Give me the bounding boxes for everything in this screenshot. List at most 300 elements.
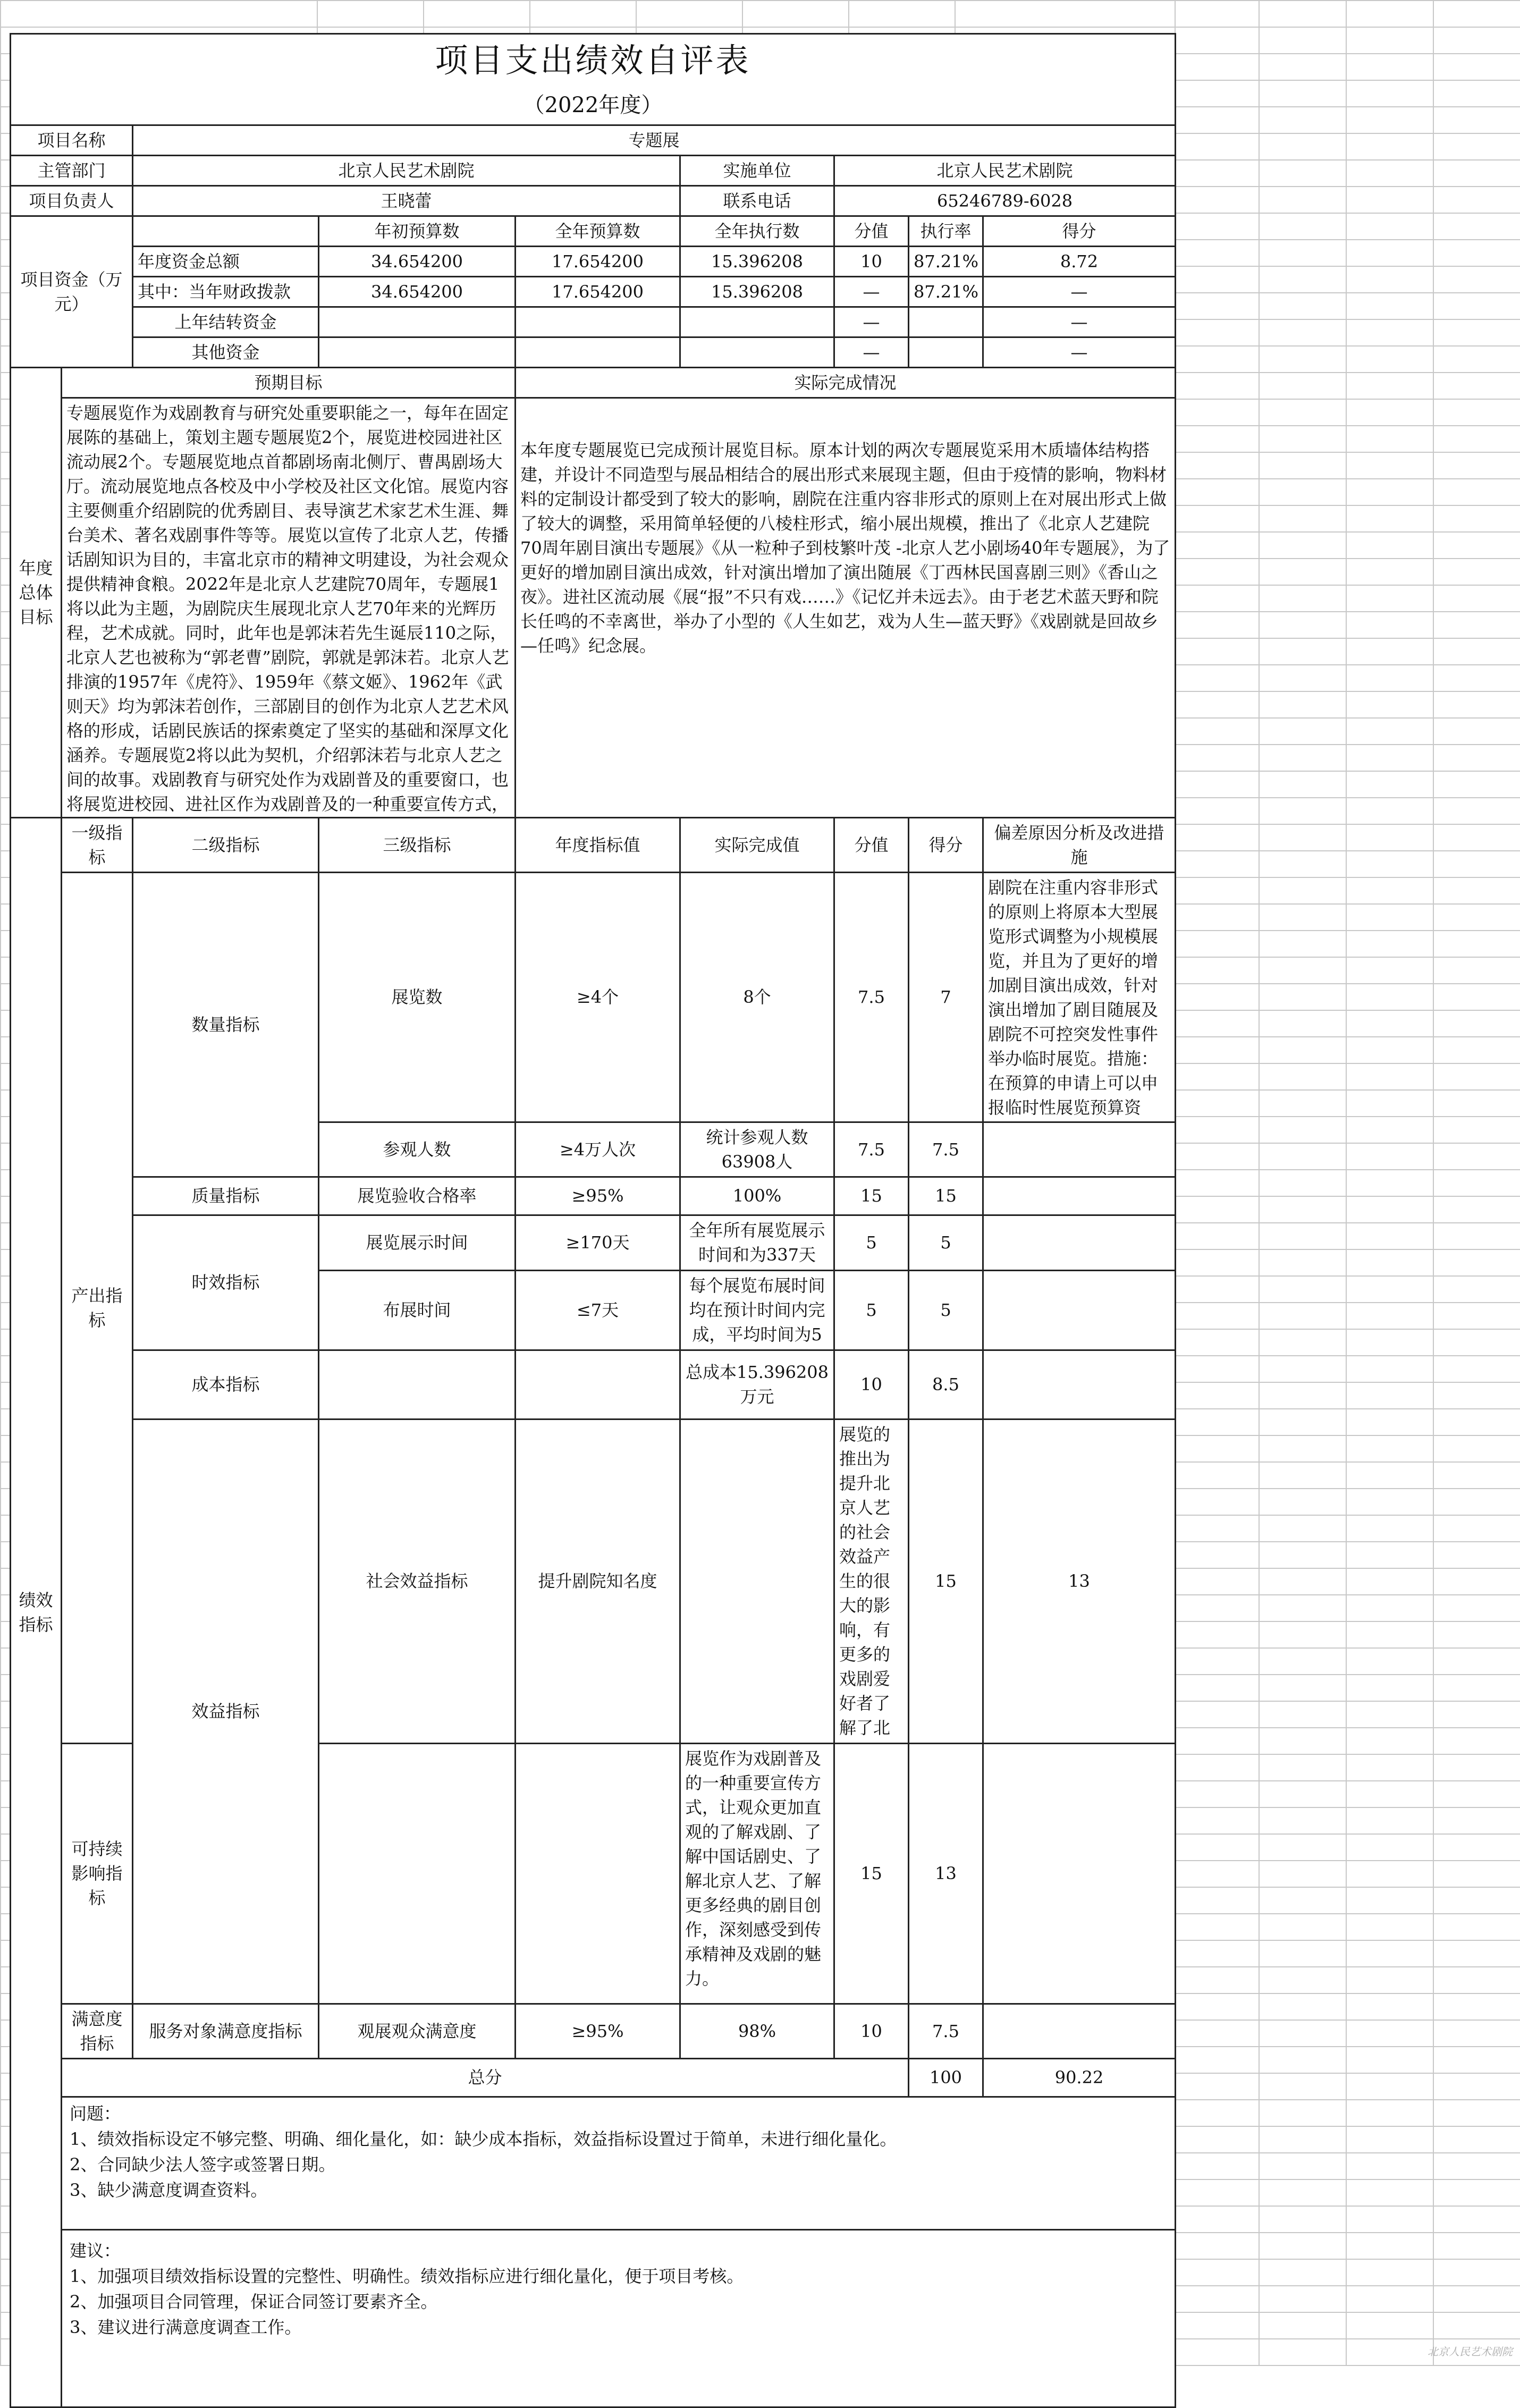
grid-cell[interactable] bbox=[1259, 160, 1346, 187]
grid-cell[interactable] bbox=[1346, 1435, 1433, 1462]
grid-cell[interactable] bbox=[1175, 1887, 1259, 1914]
grid-cell[interactable] bbox=[1346, 2126, 1433, 2153]
grid-cell[interactable] bbox=[1259, 240, 1346, 266]
grid-cell[interactable] bbox=[1433, 1170, 1520, 1196]
grid-cell[interactable] bbox=[1433, 2259, 1520, 2286]
grid-cell[interactable] bbox=[1259, 107, 1346, 133]
grid-cell[interactable] bbox=[1259, 1515, 1346, 1542]
grid-cell[interactable] bbox=[1259, 54, 1346, 80]
grid-cell[interactable] bbox=[1346, 1117, 1433, 1143]
grid-cell[interactable] bbox=[1175, 1196, 1259, 1223]
grid-cell[interactable] bbox=[1346, 1409, 1433, 1435]
grid-cell[interactable] bbox=[1175, 877, 1259, 904]
grid-cell[interactable] bbox=[1433, 1648, 1520, 1675]
grid-cell[interactable] bbox=[1433, 346, 1520, 373]
grid-cell[interactable] bbox=[1346, 1303, 1433, 1329]
grid-cell[interactable] bbox=[1346, 904, 1433, 931]
grid-cell[interactable] bbox=[1175, 213, 1259, 240]
grid-cell[interactable] bbox=[1259, 798, 1346, 824]
grid-cell[interactable] bbox=[1259, 1754, 1346, 1781]
grid-cell[interactable] bbox=[1175, 1940, 1259, 1967]
grid-cell[interactable] bbox=[1175, 2047, 1259, 2073]
grid-cell[interactable] bbox=[1346, 2047, 1433, 2073]
grid-cell[interactable] bbox=[1175, 373, 1259, 399]
grid-cell[interactable] bbox=[1346, 2259, 1433, 2286]
grid-cell[interactable] bbox=[1259, 612, 1346, 638]
grid-cell[interactable] bbox=[1346, 54, 1433, 80]
grid-cell[interactable] bbox=[1346, 213, 1433, 240]
grid-cell[interactable] bbox=[1175, 1, 1259, 27]
grid-cell[interactable] bbox=[1433, 133, 1520, 160]
grid-cell[interactable] bbox=[1259, 187, 1346, 213]
grid-cell[interactable] bbox=[1175, 1595, 1259, 1621]
grid-cell[interactable] bbox=[1259, 426, 1346, 452]
grid-cell[interactable] bbox=[1433, 691, 1520, 718]
grid-cell[interactable] bbox=[1433, 80, 1520, 107]
grid-cell[interactable] bbox=[1259, 585, 1346, 612]
grid-cell[interactable] bbox=[1175, 585, 1259, 612]
grid-cell[interactable] bbox=[1259, 532, 1346, 559]
grid-cell[interactable] bbox=[1346, 1276, 1433, 1303]
grid-cell[interactable] bbox=[742, 1, 849, 27]
grid-cell[interactable] bbox=[1433, 559, 1520, 585]
grid-cell[interactable] bbox=[1433, 1542, 1520, 1568]
grid-cell[interactable] bbox=[1433, 638, 1520, 665]
grid-cell[interactable] bbox=[1259, 80, 1346, 107]
grid-cell[interactable] bbox=[424, 1, 530, 27]
grid-cell[interactable] bbox=[1346, 1, 1433, 27]
grid-cell[interactable] bbox=[1259, 373, 1346, 399]
grid-cell[interactable] bbox=[1175, 2339, 1259, 2365]
grid-cell[interactable] bbox=[1175, 931, 1259, 957]
grid-cell[interactable] bbox=[1346, 266, 1433, 293]
grid-cell[interactable] bbox=[1433, 1728, 1520, 1754]
grid-cell[interactable] bbox=[1433, 1489, 1520, 1515]
grid-cell[interactable] bbox=[1175, 2206, 1259, 2233]
grid-cell[interactable] bbox=[1346, 851, 1433, 877]
grid-cell[interactable] bbox=[1433, 1143, 1520, 1170]
grid-cell[interactable] bbox=[1433, 1834, 1520, 1861]
grid-cell[interactable] bbox=[1259, 1462, 1346, 1489]
grid-cell[interactable] bbox=[1433, 931, 1520, 957]
grid-cell[interactable] bbox=[1346, 1356, 1433, 1382]
grid-cell[interactable] bbox=[1259, 1303, 1346, 1329]
grid-cell[interactable] bbox=[1346, 187, 1433, 213]
grid-cell[interactable] bbox=[1175, 1435, 1259, 1462]
grid-cell[interactable] bbox=[1175, 266, 1259, 293]
grid-cell[interactable] bbox=[1433, 240, 1520, 266]
grid-cell[interactable] bbox=[1259, 2179, 1346, 2206]
grid-cell[interactable] bbox=[1433, 798, 1520, 824]
grid-cell[interactable] bbox=[1433, 27, 1520, 54]
grid-cell[interactable] bbox=[1346, 2286, 1433, 2312]
grid-cell[interactable] bbox=[1259, 1781, 1346, 1807]
grid-cell[interactable] bbox=[1175, 1462, 1259, 1489]
grid-cell[interactable] bbox=[1433, 505, 1520, 532]
grid-cell[interactable] bbox=[1346, 1329, 1433, 1356]
grid-cell[interactable] bbox=[1259, 1170, 1346, 1196]
grid-cell[interactable] bbox=[1175, 718, 1259, 745]
grid-cell[interactable] bbox=[1346, 559, 1433, 585]
grid-cell[interactable] bbox=[1346, 771, 1433, 798]
grid-cell[interactable] bbox=[1433, 851, 1520, 877]
grid-cell[interactable] bbox=[1433, 2020, 1520, 2047]
grid-cell[interactable] bbox=[1433, 1568, 1520, 1595]
grid-cell[interactable] bbox=[1346, 612, 1433, 638]
grid-cell[interactable] bbox=[1259, 2153, 1346, 2179]
grid-cell[interactable] bbox=[1346, 1489, 1433, 1515]
grid-cell[interactable] bbox=[1175, 691, 1259, 718]
grid-cell[interactable] bbox=[1433, 266, 1520, 293]
grid-cell[interactable] bbox=[1433, 1435, 1520, 1462]
grid-cell[interactable] bbox=[1433, 612, 1520, 638]
grid-cell[interactable] bbox=[1346, 426, 1433, 452]
grid-cell[interactable] bbox=[1346, 1143, 1433, 1170]
grid-cell[interactable] bbox=[1346, 2153, 1433, 2179]
grid-cell[interactable] bbox=[1175, 904, 1259, 931]
grid-cell[interactable] bbox=[1433, 1595, 1520, 1621]
grid-cell[interactable] bbox=[1175, 1303, 1259, 1329]
grid-cell[interactable] bbox=[1175, 2286, 1259, 2312]
grid-cell[interactable] bbox=[1346, 2020, 1433, 2047]
grid-cell[interactable] bbox=[1433, 1967, 1520, 1993]
grid-cell[interactable] bbox=[1346, 1754, 1433, 1781]
grid-cell[interactable] bbox=[1259, 2233, 1346, 2259]
grid-cell[interactable] bbox=[1175, 532, 1259, 559]
grid-cell[interactable] bbox=[1346, 1223, 1433, 1249]
grid-cell[interactable] bbox=[1175, 665, 1259, 691]
grid-cell[interactable] bbox=[1346, 1462, 1433, 1489]
grid-cell[interactable] bbox=[1175, 107, 1259, 133]
grid-cell[interactable] bbox=[1175, 1356, 1259, 1382]
grid-cell[interactable] bbox=[1433, 1675, 1520, 1701]
grid-cell[interactable] bbox=[1433, 293, 1520, 319]
grid-cell[interactable] bbox=[1259, 2312, 1346, 2339]
grid-cell[interactable] bbox=[1175, 160, 1259, 187]
grid-cell[interactable] bbox=[1259, 638, 1346, 665]
grid-cell[interactable] bbox=[1433, 2153, 1520, 2179]
grid-cell[interactable] bbox=[1, 1, 317, 27]
grid-cell[interactable] bbox=[955, 1, 1175, 27]
grid-cell[interactable] bbox=[1346, 2179, 1433, 2206]
grid-cell[interactable] bbox=[1175, 1170, 1259, 1196]
grid-cell[interactable] bbox=[1259, 851, 1346, 877]
grid-cell[interactable] bbox=[1346, 1382, 1433, 1409]
grid-cell[interactable] bbox=[1175, 1037, 1259, 1063]
grid-cell[interactable] bbox=[1175, 984, 1259, 1010]
grid-cell[interactable] bbox=[1175, 1223, 1259, 1249]
grid-cell[interactable] bbox=[1175, 612, 1259, 638]
grid-cell[interactable] bbox=[1346, 1940, 1433, 1967]
grid-cell[interactable] bbox=[1175, 1117, 1259, 1143]
grid-cell[interactable] bbox=[1259, 931, 1346, 957]
grid-cell[interactable] bbox=[1433, 426, 1520, 452]
grid-cell[interactable] bbox=[1346, 585, 1433, 612]
grid-cell[interactable] bbox=[1259, 2206, 1346, 2233]
grid-cell[interactable] bbox=[1346, 1701, 1433, 1728]
grid-cell[interactable] bbox=[1175, 2126, 1259, 2153]
grid-cell[interactable] bbox=[1259, 1489, 1346, 1515]
grid-cell[interactable] bbox=[1346, 1542, 1433, 1568]
grid-cell[interactable] bbox=[1433, 2126, 1520, 2153]
grid-cell[interactable] bbox=[1175, 399, 1259, 426]
grid-cell[interactable] bbox=[1175, 2259, 1259, 2286]
grid-cell[interactable] bbox=[1433, 1914, 1520, 1940]
grid-cell[interactable] bbox=[1259, 213, 1346, 240]
grid-cell[interactable] bbox=[1259, 745, 1346, 771]
grid-cell[interactable] bbox=[1346, 665, 1433, 691]
grid-cell[interactable] bbox=[1433, 2206, 1520, 2233]
grid-cell[interactable] bbox=[1259, 1701, 1346, 1728]
grid-cell[interactable] bbox=[1259, 1675, 1346, 1701]
grid-cell[interactable] bbox=[1346, 1595, 1433, 1621]
grid-cell[interactable] bbox=[1259, 1010, 1346, 1037]
grid-cell[interactable] bbox=[1433, 399, 1520, 426]
grid-cell[interactable] bbox=[1175, 187, 1259, 213]
grid-cell[interactable] bbox=[1346, 2339, 1433, 2365]
grid-cell[interactable] bbox=[1175, 559, 1259, 585]
grid-cell[interactable] bbox=[1346, 1170, 1433, 1196]
grid-cell[interactable] bbox=[1175, 1701, 1259, 1728]
grid-cell[interactable] bbox=[1259, 1621, 1346, 1648]
grid-cell[interactable] bbox=[1175, 426, 1259, 452]
grid-cell[interactable] bbox=[1433, 1462, 1520, 1489]
grid-cell[interactable] bbox=[1259, 319, 1346, 346]
grid-cell[interactable] bbox=[1433, 745, 1520, 771]
grid-cell[interactable] bbox=[1346, 1861, 1433, 1887]
grid-cell[interactable] bbox=[1259, 1967, 1346, 1993]
grid-cell[interactable] bbox=[1346, 2233, 1433, 2259]
grid-cell[interactable] bbox=[1433, 1993, 1520, 2020]
grid-cell[interactable] bbox=[1175, 2233, 1259, 2259]
grid-cell[interactable] bbox=[1346, 160, 1433, 187]
grid-cell[interactable] bbox=[1433, 1090, 1520, 1117]
grid-cell[interactable] bbox=[1259, 1435, 1346, 1462]
grid-cell[interactable] bbox=[1175, 1489, 1259, 1515]
grid-cell[interactable] bbox=[1175, 2073, 1259, 2100]
grid-cell[interactable] bbox=[1175, 2153, 1259, 2179]
grid-cell[interactable] bbox=[1175, 1754, 1259, 1781]
grid-cell[interactable] bbox=[1346, 718, 1433, 745]
grid-cell[interactable] bbox=[1433, 1409, 1520, 1435]
grid-cell[interactable] bbox=[1433, 1010, 1520, 1037]
grid-cell[interactable] bbox=[1433, 373, 1520, 399]
grid-cell[interactable] bbox=[1346, 319, 1433, 346]
grid-cell[interactable] bbox=[1175, 1967, 1259, 1993]
grid-cell[interactable] bbox=[1346, 1807, 1433, 1834]
grid-cell[interactable] bbox=[1259, 505, 1346, 532]
grid-cell[interactable] bbox=[1175, 1781, 1259, 1807]
grid-cell[interactable] bbox=[1175, 1993, 1259, 2020]
grid-cell[interactable] bbox=[1259, 665, 1346, 691]
grid-cell[interactable] bbox=[1175, 452, 1259, 479]
grid-cell[interactable] bbox=[849, 1, 955, 27]
grid-cell[interactable] bbox=[1175, 1675, 1259, 1701]
grid-cell[interactable] bbox=[1175, 1834, 1259, 1861]
grid-cell[interactable] bbox=[530, 1, 636, 27]
grid-cell[interactable] bbox=[1259, 1728, 1346, 1754]
grid-cell[interactable] bbox=[1433, 1063, 1520, 1090]
grid-cell[interactable] bbox=[1433, 319, 1520, 346]
grid-cell[interactable] bbox=[1346, 1063, 1433, 1090]
grid-cell[interactable] bbox=[1346, 107, 1433, 133]
grid-cell[interactable] bbox=[1346, 957, 1433, 984]
grid-cell[interactable] bbox=[1346, 1249, 1433, 1276]
grid-cell[interactable] bbox=[1175, 1090, 1259, 1117]
grid-cell[interactable] bbox=[1259, 479, 1346, 505]
grid-cell[interactable] bbox=[1175, 2312, 1259, 2339]
grid-cell[interactable] bbox=[1346, 798, 1433, 824]
grid-cell[interactable] bbox=[1433, 984, 1520, 1010]
grid-cell[interactable] bbox=[1259, 2126, 1346, 2153]
grid-cell[interactable] bbox=[1433, 665, 1520, 691]
grid-cell[interactable] bbox=[1433, 771, 1520, 798]
grid-cell[interactable] bbox=[1259, 2286, 1346, 2312]
grid-cell[interactable] bbox=[1259, 1834, 1346, 1861]
grid-cell[interactable] bbox=[1346, 1196, 1433, 1223]
grid-cell[interactable] bbox=[1433, 2073, 1520, 2100]
grid-cell[interactable] bbox=[1346, 373, 1433, 399]
grid-cell[interactable] bbox=[1175, 2179, 1259, 2206]
grid-cell[interactable] bbox=[1175, 1143, 1259, 1170]
grid-cell[interactable] bbox=[1346, 1967, 1433, 1993]
grid-cell[interactable] bbox=[1346, 293, 1433, 319]
grid-cell[interactable] bbox=[1175, 1329, 1259, 1356]
grid-cell[interactable] bbox=[1433, 1276, 1520, 1303]
grid-cell[interactable] bbox=[1433, 904, 1520, 931]
grid-cell[interactable] bbox=[1259, 984, 1346, 1010]
grid-cell[interactable] bbox=[1346, 399, 1433, 426]
grid-cell[interactable] bbox=[1259, 1648, 1346, 1675]
grid-cell[interactable] bbox=[1259, 1356, 1346, 1382]
grid-cell[interactable] bbox=[1259, 346, 1346, 373]
grid-cell[interactable] bbox=[1433, 2233, 1520, 2259]
grid-cell[interactable] bbox=[1346, 1090, 1433, 1117]
grid-cell[interactable] bbox=[1433, 1249, 1520, 1276]
grid-cell[interactable] bbox=[1346, 877, 1433, 904]
grid-cell[interactable] bbox=[1433, 1196, 1520, 1223]
grid-cell[interactable] bbox=[1259, 293, 1346, 319]
grid-cell[interactable] bbox=[1346, 1568, 1433, 1595]
grid-cell[interactable] bbox=[1346, 1887, 1433, 1914]
grid-cell[interactable] bbox=[1346, 1037, 1433, 1063]
grid-cell[interactable] bbox=[1346, 1914, 1433, 1940]
grid-cell[interactable] bbox=[1433, 1329, 1520, 1356]
grid-cell[interactable] bbox=[1433, 1887, 1520, 1914]
grid-cell[interactable] bbox=[1175, 133, 1259, 160]
grid-cell[interactable] bbox=[1259, 1329, 1346, 1356]
grid-cell[interactable] bbox=[1346, 1834, 1433, 1861]
grid-cell[interactable] bbox=[1433, 1, 1520, 27]
grid-cell[interactable] bbox=[1433, 54, 1520, 80]
grid-cell[interactable] bbox=[1346, 2312, 1433, 2339]
grid-cell[interactable] bbox=[1346, 1675, 1433, 1701]
grid-cell[interactable] bbox=[1346, 1010, 1433, 1037]
grid-cell[interactable] bbox=[1259, 27, 1346, 54]
grid-cell[interactable] bbox=[1433, 1621, 1520, 1648]
grid-cell[interactable] bbox=[1175, 293, 1259, 319]
grid-cell[interactable] bbox=[1175, 1249, 1259, 1276]
grid-cell[interactable] bbox=[1433, 2179, 1520, 2206]
grid-cell[interactable] bbox=[1175, 80, 1259, 107]
grid-cell[interactable] bbox=[1175, 1063, 1259, 1090]
grid-cell[interactable] bbox=[1259, 691, 1346, 718]
grid-cell[interactable] bbox=[1259, 1382, 1346, 1409]
grid-cell[interactable] bbox=[1259, 1914, 1346, 1940]
grid-cell[interactable] bbox=[1346, 346, 1433, 373]
grid-cell[interactable] bbox=[1433, 532, 1520, 559]
grid-cell[interactable] bbox=[1346, 691, 1433, 718]
grid-cell[interactable] bbox=[1175, 1861, 1259, 1887]
grid-cell[interactable] bbox=[1175, 638, 1259, 665]
grid-cell[interactable] bbox=[1433, 1303, 1520, 1329]
grid-cell[interactable] bbox=[1259, 2073, 1346, 2100]
grid-cell[interactable] bbox=[1346, 745, 1433, 771]
grid-cell[interactable] bbox=[1346, 240, 1433, 266]
grid-cell[interactable] bbox=[1259, 1409, 1346, 1435]
grid-cell[interactable] bbox=[1259, 1223, 1346, 1249]
grid-cell[interactable] bbox=[1175, 957, 1259, 984]
grid-cell[interactable] bbox=[1175, 1568, 1259, 1595]
grid-cell[interactable] bbox=[1175, 240, 1259, 266]
grid-cell[interactable] bbox=[1433, 2047, 1520, 2073]
grid-cell[interactable] bbox=[1433, 107, 1520, 133]
grid-cell[interactable] bbox=[1433, 2100, 1520, 2126]
grid-cell[interactable] bbox=[1175, 1382, 1259, 1409]
grid-cell[interactable] bbox=[1259, 877, 1346, 904]
grid-cell[interactable] bbox=[1175, 1621, 1259, 1648]
grid-cell[interactable] bbox=[1259, 1090, 1346, 1117]
grid-cell[interactable] bbox=[1433, 1037, 1520, 1063]
grid-cell[interactable] bbox=[1259, 1037, 1346, 1063]
grid-cell[interactable] bbox=[1259, 1, 1346, 27]
grid-cell[interactable] bbox=[1433, 1515, 1520, 1542]
grid-cell[interactable] bbox=[1175, 27, 1259, 54]
grid-cell[interactable] bbox=[1433, 1356, 1520, 1382]
grid-cell[interactable] bbox=[1433, 1861, 1520, 1887]
grid-cell[interactable] bbox=[1433, 1382, 1520, 1409]
grid-cell[interactable] bbox=[1433, 160, 1520, 187]
grid-cell[interactable] bbox=[1346, 133, 1433, 160]
grid-cell[interactable] bbox=[1259, 718, 1346, 745]
grid-cell[interactable] bbox=[1175, 1807, 1259, 1834]
grid-cell[interactable] bbox=[1346, 452, 1433, 479]
grid-cell[interactable] bbox=[1346, 1515, 1433, 1542]
grid-cell[interactable] bbox=[1433, 187, 1520, 213]
grid-cell[interactable] bbox=[1346, 824, 1433, 851]
grid-cell[interactable] bbox=[1259, 1940, 1346, 1967]
grid-cell[interactable] bbox=[1175, 479, 1259, 505]
grid-cell[interactable] bbox=[1433, 824, 1520, 851]
grid-cell[interactable] bbox=[1175, 1276, 1259, 1303]
grid-cell[interactable] bbox=[1346, 1621, 1433, 1648]
grid-cell[interactable] bbox=[1433, 1117, 1520, 1143]
grid-cell[interactable] bbox=[1259, 771, 1346, 798]
grid-cell[interactable] bbox=[1175, 1728, 1259, 1754]
grid-cell[interactable] bbox=[1346, 1648, 1433, 1675]
grid-cell[interactable] bbox=[1346, 505, 1433, 532]
grid-cell[interactable] bbox=[1433, 1940, 1520, 1967]
grid-cell[interactable] bbox=[1175, 1515, 1259, 1542]
grid-cell[interactable] bbox=[1346, 80, 1433, 107]
grid-cell[interactable] bbox=[1259, 1276, 1346, 1303]
grid-cell[interactable] bbox=[1433, 2312, 1520, 2339]
grid-cell[interactable] bbox=[1346, 27, 1433, 54]
grid-cell[interactable] bbox=[1175, 824, 1259, 851]
grid-cell[interactable] bbox=[1175, 745, 1259, 771]
grid-cell[interactable] bbox=[1346, 479, 1433, 505]
grid-cell[interactable] bbox=[1259, 2020, 1346, 2047]
